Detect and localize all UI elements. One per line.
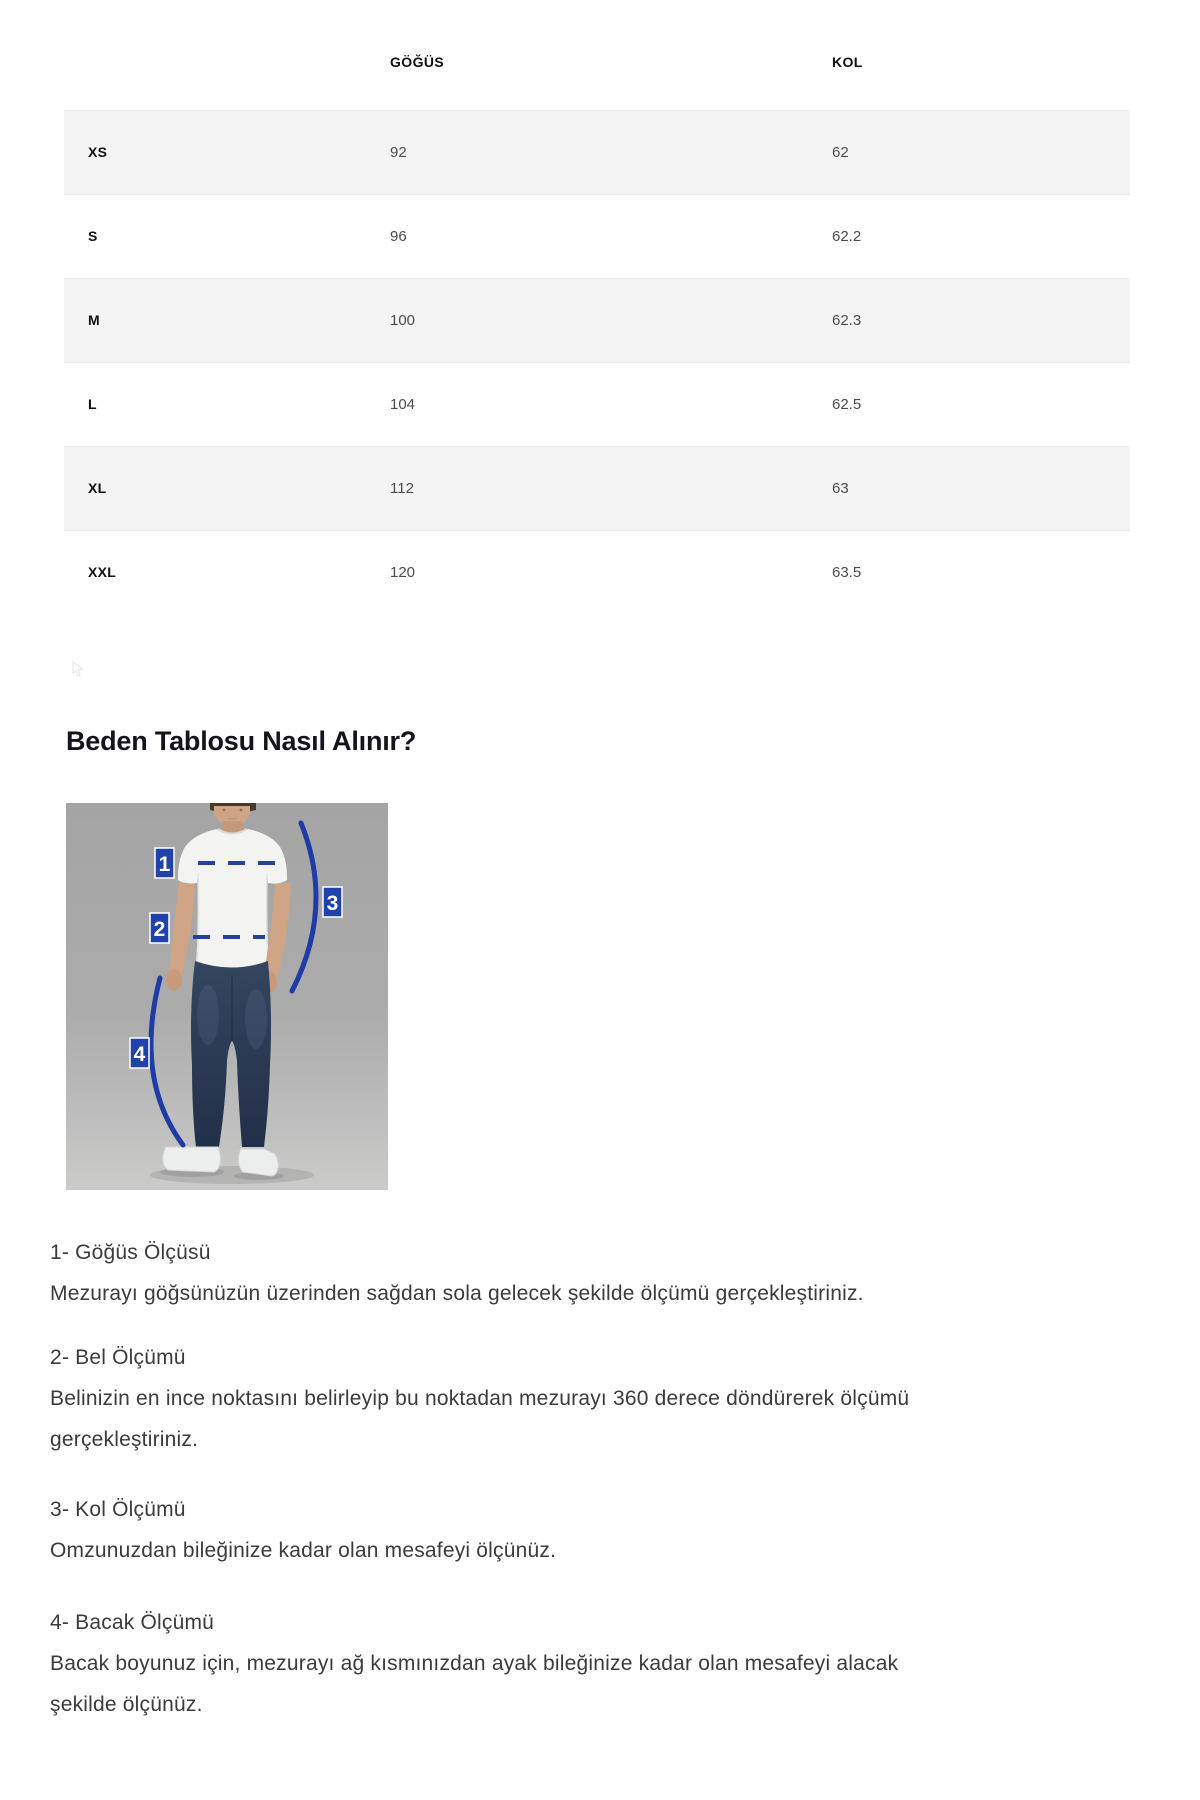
size-label: XXL [88, 564, 117, 580]
col-header-kol: KOL [832, 54, 863, 70]
section-text: Mezurayı göğsünüzün üzerinden sağdan sola gelecek şekilde ölçümü gerçekleştiriniz. [50, 1282, 864, 1305]
cursor-artifact [70, 660, 88, 678]
measure-section-chest [50, 1232, 1060, 1314]
guide-heading: Beden Tablosu Nasıl Alınır? [66, 726, 417, 756]
size-label: M [88, 312, 100, 328]
section-text: Bacak boyunuz için, mezurayı ağ kısmınızdan ayak bileğinize kadar olan mesafeyi alacak [50, 1652, 899, 1675]
section-title: 2- Bel Ölçümü [50, 1346, 186, 1369]
section-text: Omzunuzdan bileğinize kadar olan mesafeyi ölçünüz. [50, 1539, 557, 1562]
marker-number-1: 1 [158, 853, 171, 876]
kol-value: 63.5 [832, 564, 862, 581]
section-title: 1- Göğüs Ölçüsü [50, 1241, 211, 1264]
size-label: L [88, 396, 97, 412]
section-text: Belinizin en ince noktasını belirleyip bu noktadan mezurayı 360 derece döndürerek ölçümü [50, 1387, 910, 1410]
table-row-m [64, 278, 1130, 362]
col-header-gogus: GÖĞÜS [390, 54, 445, 70]
section-title: 3- Kol Ölçümü [50, 1498, 186, 1521]
size-guide-photo [66, 803, 388, 1190]
gogus-value: 104 [390, 396, 416, 413]
size-label: XL [88, 480, 107, 496]
marker-number-4: 4 [133, 1043, 146, 1066]
size-label: S [88, 228, 98, 244]
kol-value: 63 [832, 480, 849, 497]
gogus-value: 120 [390, 564, 416, 581]
measure-section-waist [50, 1337, 1060, 1460]
kol-value: 62.5 [832, 396, 862, 413]
gogus-value: 100 [390, 312, 416, 329]
table-row-xl [64, 446, 1130, 530]
table-row-s [64, 194, 1130, 278]
gogus-value: 112 [390, 480, 414, 497]
table-row-xs [64, 110, 1130, 194]
measure-section-leg [50, 1602, 1060, 1725]
table-row-xxl [64, 530, 1130, 614]
section-text: gerçekleştiriniz. [50, 1428, 199, 1451]
size-label: XS [88, 144, 108, 160]
kol-value: 62 [832, 144, 849, 161]
marker-number-3: 3 [326, 892, 339, 915]
size-guide-illustration [66, 803, 388, 1190]
section-title: 4- Bacak Ölçümü [50, 1611, 215, 1634]
size-table [64, 40, 1130, 614]
gogus-value: 92 [390, 144, 407, 161]
kol-value: 62.3 [832, 312, 862, 329]
table-row-l [64, 362, 1130, 446]
section-text: şekilde ölçünüz. [50, 1693, 203, 1716]
kol-value: 62.2 [832, 228, 862, 245]
gogus-value: 96 [390, 228, 407, 245]
size-table-header [64, 40, 1130, 110]
marker-number-2: 2 [153, 918, 166, 941]
measure-section-arm [50, 1489, 1060, 1571]
